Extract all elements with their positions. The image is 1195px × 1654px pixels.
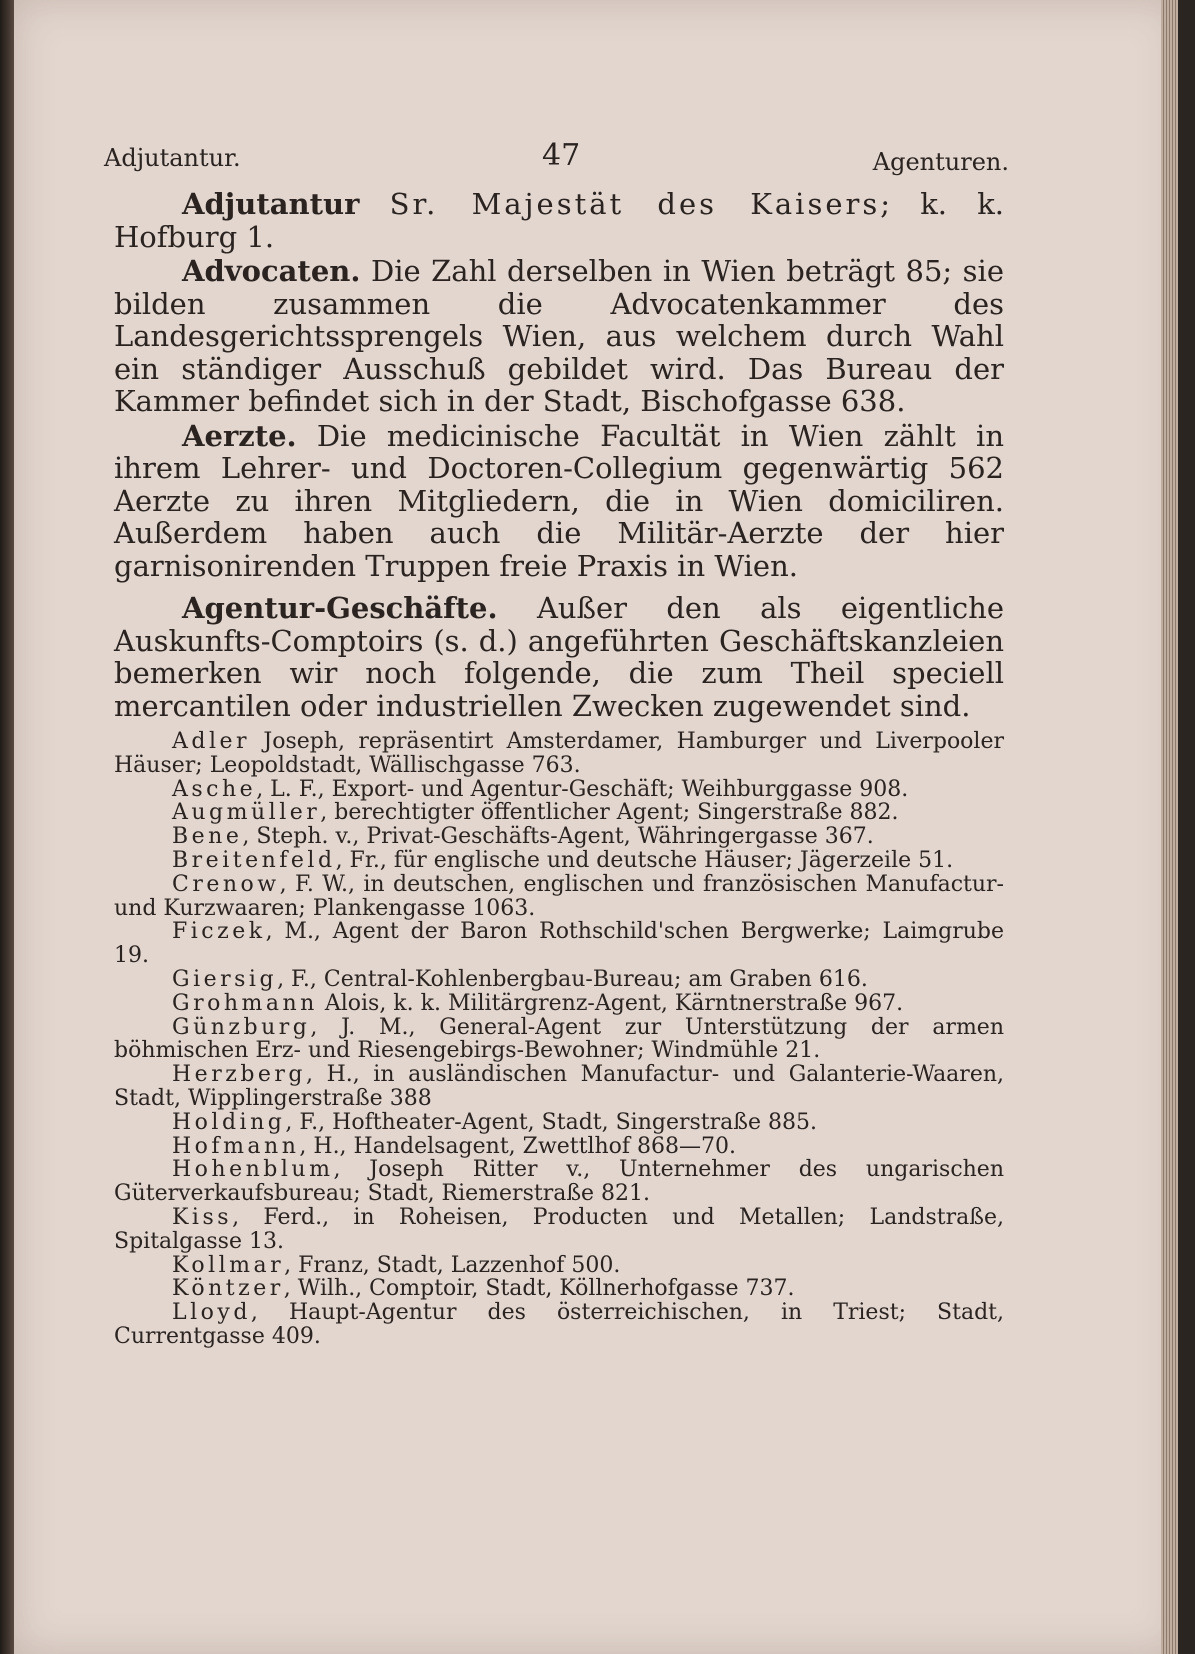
entry-name: Hofmann <box>172 1133 300 1159</box>
list-item <box>114 1111 1004 1135</box>
list-item <box>114 992 1004 1016</box>
list-item <box>114 1158 1004 1206</box>
entry-name: Kollmar <box>172 1252 285 1278</box>
list-item <box>114 778 1004 802</box>
section-head: Advocaten. <box>182 254 361 288</box>
section-adjutantur <box>114 188 1004 253</box>
section-text: Die Zahl derselben in Wien beträgt 85; sie bilden zusammen die Advocatenkammer des Landesgerichtssprengels Wien, aus welchem durch Wahl ein ständiger Ausschuß gebildet wird. Das Bureau der Kammer befindet sich in der Stadt, Bischofgasse 638. <box>114 254 1004 418</box>
entry-name: Asche <box>172 776 257 802</box>
header-right: Agenturen. <box>872 148 1009 176</box>
entry-name: Ficzek <box>172 919 266 945</box>
entry-text: Joseph, repräsentirt Amsterdamer, Hamburger und Liverpooler Häuser; Leopoldstadt, Wällischgasse 763. <box>114 729 1004 778</box>
entry-text: , F., Hoftheater-Agent, Stadt, Singerstraße 885. <box>285 1109 817 1135</box>
section-advocaten <box>114 255 1004 418</box>
list-item <box>114 730 1004 778</box>
entry-text: , berechtigter öffentlicher Agent; Singerstraße 882. <box>320 800 899 826</box>
list-item <box>114 1301 1004 1349</box>
entry-name: Grohmann <box>172 990 318 1016</box>
entry-text: Alois, k. k. Militärgrenz-Agent, Kärntnerstraße 967. <box>317 990 904 1016</box>
entry-name: Herzberg <box>172 1062 307 1088</box>
entry-text: , Fr., für englische und deutsche Häuser; Jägerzeile 51. <box>335 847 954 873</box>
entry-text: , Franz, Stadt, Lazzenhof 500. <box>284 1252 621 1278</box>
entry-text: , H., Handelsagent, Zwettlhof 868—70. <box>299 1133 737 1159</box>
entry-text: , Haupt-Agentur des österreichischen, in Triest; Stadt, Currentgasse 409. <box>114 1300 1004 1349</box>
header-left: Adjutantur. <box>104 144 241 172</box>
list-item <box>114 920 1004 968</box>
list-item <box>114 1254 1004 1278</box>
entry-name: Augmüller <box>172 800 321 826</box>
entry-text: , Joseph Ritter v., Unternehmer des ungarischen Güterverkaufsbureau; Stadt, Riemerstraße 821. <box>114 1157 1004 1207</box>
page-number: 47 <box>542 138 581 173</box>
running-header <box>104 138 1009 178</box>
entry-name: Köntzer <box>172 1276 284 1302</box>
entry-name: Breitenfeld <box>172 847 336 873</box>
entry-name: Kiss <box>172 1204 233 1230</box>
entry-text: , Wilh., Comptoir, Stadt, Köllnerhofgasse 737. <box>283 1276 795 1302</box>
page-content <box>114 188 1004 1349</box>
list-item <box>114 825 1004 849</box>
entry-name: Holding <box>172 1109 286 1135</box>
list-item <box>114 873 1004 921</box>
entry-text: , F. W., in deutschen, englischen und französischen Manufactur- und Kurzwaaren; Plankengasse 1063. <box>114 871 1004 921</box>
entry-name: Günzburg <box>172 1014 311 1040</box>
entry-name: Adler <box>172 729 251 754</box>
list-item <box>114 1135 1004 1159</box>
page-edge <box>1161 0 1178 1654</box>
entry-text: , M., Agent der Baron Rothschild'schen Bergwerke; Laimgrube 19. <box>114 919 1004 969</box>
section-aerzte <box>114 420 1004 583</box>
section-spaced: Sr. Majestät des Kaisers <box>389 187 881 221</box>
entry-text: , L. F., Export- und Agentur-Geschäft; Weihburggasse 908. <box>256 776 909 802</box>
section-text: Außer den als eigentliche Auskunfts-Comptoirs (s. d.) angeführten Geschäftskanzleien bemerken wir noch folgende, die zum Theil speciell mercantilen oder industriellen Zwecken zugewendet sind. <box>114 591 1004 723</box>
book-spine <box>0 0 14 1654</box>
entry-name: Lloyd <box>172 1300 251 1326</box>
section-text: Die medicinische Facultät in Wien zählt in ihrem Lehrer- und Doctoren-Collegium gegenwärtig 562 Aerzte zu ihren Mitgliedern, die in Wien domiciliren. Außerdem haben auch die Militär-Aerzte der hier garnisonirenden Truppen freie Praxis in Wien. <box>114 418 1004 583</box>
section-head: Agentur-Geschäfte. <box>182 591 498 625</box>
entry-name: Crenow <box>172 871 280 897</box>
section-head: Adjutantur <box>182 187 360 221</box>
list-item <box>114 849 1004 873</box>
entry-text: , H., in ausländischen Manufactur- und Galanterie-Waaren, Stadt, Wipplingerstraße 388 <box>114 1062 1004 1111</box>
entry-name: Hohenblum <box>172 1157 334 1183</box>
entry-text: , J. M., General-Agent zur Unterstützung der armen böhmischen Erz- und Riesengebirgs-Bewohner; Windmühle 21. <box>114 1014 1004 1064</box>
list-item <box>114 1063 1004 1111</box>
entry-name: Giersig <box>172 966 278 992</box>
entry-text: , Ferd., in Roheisen, Producten und Metallen; Landstraße, Spitalgasse 13. <box>114 1204 1004 1254</box>
section-text: ; k. k. Hofburg 1. <box>114 187 1004 254</box>
section-head: Aerzte. <box>182 418 297 453</box>
main-sections <box>114 188 1004 722</box>
list-item <box>114 801 1004 825</box>
section-agentur <box>114 592 1004 722</box>
list-item <box>114 1277 1004 1301</box>
book-page <box>14 0 1178 1654</box>
list-item <box>114 1206 1004 1254</box>
list-item <box>114 968 1004 992</box>
agent-listing <box>114 730 1004 1349</box>
entry-name: Bene <box>172 824 243 850</box>
entry-text: , Steph. v., Privat-Geschäfts-Agent, Währingergasse 367. <box>242 824 874 850</box>
entry-text: , F., Central-Kohlenbergbau-Bureau; am Graben 616. <box>277 966 868 992</box>
list-item <box>114 1016 1004 1064</box>
